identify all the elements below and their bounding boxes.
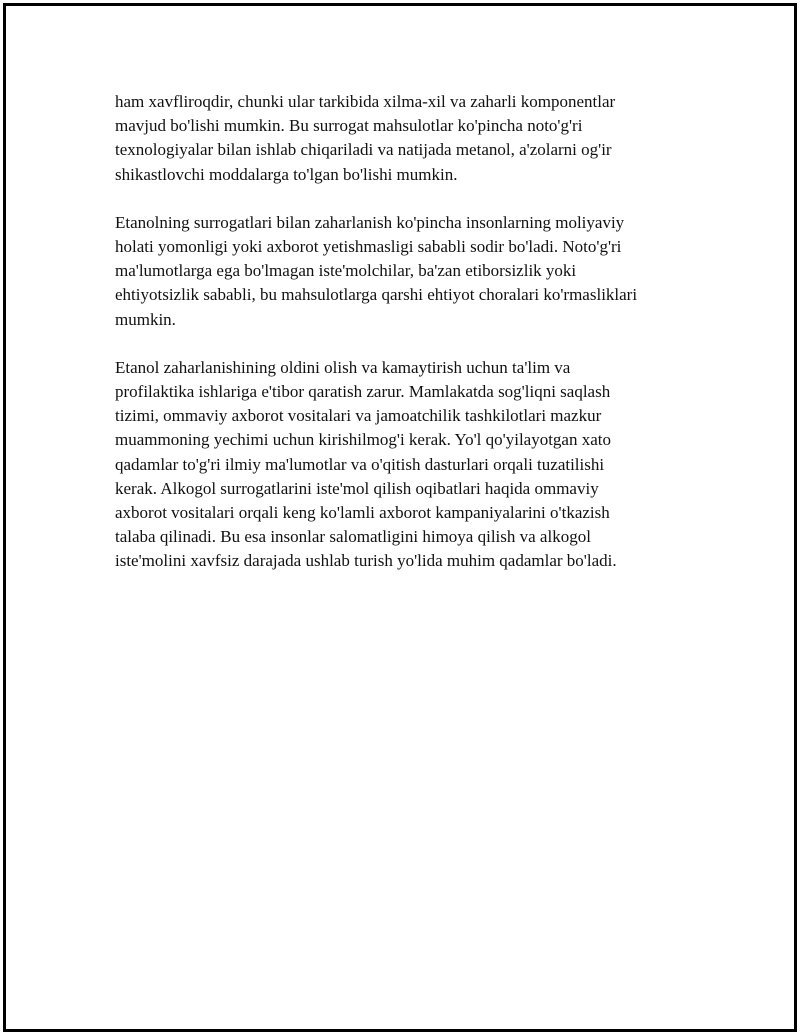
paragraph-line: qadamlar to'g'ri ilmiy ma'lumotlar va o'qitish dasturlari orqali tuzatilishi (115, 454, 605, 474)
paragraph-line: talaba qilinadi. Bu esa insonlar salomatligini himoya qilish va alkogol (115, 527, 591, 547)
paragraph-line: muammoning yechimi uchun kirishilmog'i kerak. Yo'l qo'yilayotgan xato (115, 430, 611, 450)
paragraph-line: axborot vositalari orqali keng ko'lamli axborot kampaniyalarini o'tkazish (115, 503, 610, 523)
paragraph-line: iste'molini xavfsiz darajada ushlab turish yo'lida muhim qadamlar bo'ladi. (115, 551, 617, 571)
paragraph-line: tizimi, ommaviy axborot vositalari va jamoatchilik tashkilotlari mazkur (115, 406, 602, 426)
paragraph-line: mavjud bo'lishi mumkin. Bu surrogat mahsulotlar ko'pincha noto'g'ri (115, 116, 583, 136)
paragraph-2 (115, 211, 700, 332)
paragraph-line: shikastlovchi moddalarga to'lgan bo'lishi mumkin. (115, 164, 458, 184)
paragraph-3 (115, 356, 700, 574)
document-body (115, 90, 700, 598)
paragraph-line: ma'lumotlarga ega bo'lmagan iste'molchilar, ba'zan etiborsizlik yoki (115, 261, 577, 281)
paragraph-1 (115, 90, 700, 187)
paragraph-line: kerak. Alkogol surrogatlarini iste'mol qilish oqibatlari haqida ommaviy (115, 478, 599, 498)
paragraph-line: mumkin. (115, 309, 176, 329)
paragraph-line: holati yomonligi yoki axborot yetishmasligi sababli sodir bo'ladi. Noto'g'ri (115, 237, 622, 257)
paragraph-line: ham xavfliroqdir, chunki ular tarkibida xilma-xil va zaharli komponentlar (115, 92, 616, 111)
paragraph-line: texnologiyalar bilan ishlab chiqariladi va natijada metanol, a'zolarni og'ir (115, 140, 612, 160)
paragraph-line: Etanolning surrogatlari bilan zaharlanish ko'pincha insonlarning moliyaviy (115, 212, 625, 232)
paragraph-line: ehtiyotsizlik sababli, bu mahsulotlarga qarshi ehtiyot choralari ko'rmasliklari (115, 285, 638, 305)
paragraph-line: Etanol zaharlanishining oldini olish va kamaytirish uchun ta'lim va (115, 357, 571, 377)
paragraph-line: profilaktika ishlariga e'tibor qaratish zarur. Mamlakatda sog'liqni saqlash (115, 382, 611, 402)
